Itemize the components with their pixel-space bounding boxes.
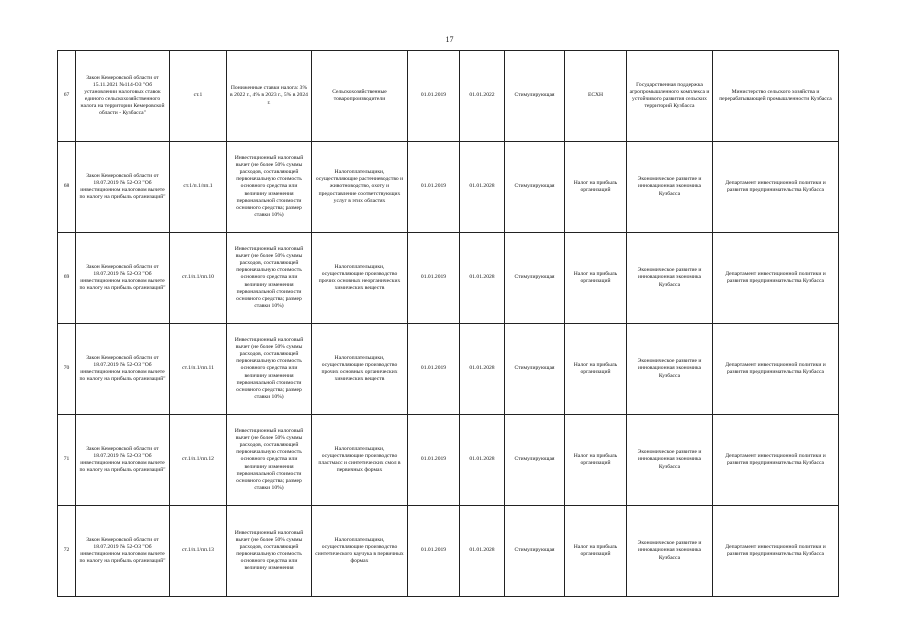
tax-name: Налог на прибыль организаций [565,324,627,415]
recipient-category: Налогоплательщики, осуществляющие производство прочих основных органических химических веществ [312,324,408,415]
article-ref: ст.1/п.1/пп.1 [170,142,227,233]
law-reference: Закон Кемеровской области от 18.07.2019 № 52-ОЗ "Об инвестиционном налоговом вычете по налогу на прибыль организаций" [76,506,170,597]
law-reference: Закон Кемеровской области от 18.07.2019 № 52-ОЗ "Об инвестиционном налоговом вычете по налогу на прибыль организаций" [76,324,170,415]
row-number: 68 [58,142,76,233]
end-date: 01.01.2028 [460,233,505,324]
curator-department: Департамент инвестиционной политики и развития предпринимательства Кузбасса [713,506,839,597]
recipient-category: Сельскохозяйственные товаропроизводители [312,51,408,142]
table-row [58,324,839,415]
state-program: Экономическое развитие и инновационная экономика Кузбасса [627,233,713,324]
end-date: 01.01.2028 [460,506,505,597]
article-ref: ст.1 [170,51,227,142]
start-date: 01.01.2019 [408,51,460,142]
recipient-category: Налогоплательщики, осуществляющие производство прочих основных неорганических химических веществ [312,233,408,324]
curator-department: Департамент инвестиционной политики и развития предпринимательства Кузбасса [713,324,839,415]
benefit-type: Стимулирующая [505,506,565,597]
tax-name: Налог на прибыль организаций [565,415,627,506]
state-program: Экономическое развитие и инновационная экономика Кузбасса [627,415,713,506]
end-date: 01.01.2028 [460,142,505,233]
row-number: 72 [58,506,76,597]
table-row [58,233,839,324]
law-reference: Закон Кемеровской области от 18.07.2019 № 52-ОЗ "Об инвестиционном налоговом вычете по налогу на прибыль организаций" [76,142,170,233]
curator-department: Департамент инвестиционной политики и развития предпринимательства Кузбасса [713,233,839,324]
tax-benefits-table [57,50,839,597]
benefit-description: Инвестиционный налоговый вычет (не более 50% суммы расходов, составляющей первоначальную стоимость основного средства или величину изменения первоначальной стоимости основного средства; размер ставки 10%) [227,324,312,415]
table-row [58,51,839,142]
state-program: Экономическое развитие и инновационная экономика Кузбасса [627,142,713,233]
benefit-type: Стимулирующая [505,324,565,415]
tax-name: Налог на прибыль организаций [565,233,627,324]
start-date: 01.01.2019 [408,233,460,324]
curator-department: Министерство сельского хозяйства и перерабатывающей промышленности Кузбасса [713,51,839,142]
law-reference: Закон Кемеровской области от 18.07.2019 № 52-ОЗ "Об инвестиционном налоговом вычете по налогу на прибыль организаций" [76,233,170,324]
tax-name: Налог на прибыль организаций [565,506,627,597]
law-reference: Закон Кемеровской области от 18.07.2019 № 52-ОЗ "Об инвестиционном налоговом вычете по налогу на прибыль организаций" [76,415,170,506]
state-program: Экономическое развитие и инновационная экономика Кузбасса [627,506,713,597]
end-date: 01.01.2028 [460,415,505,506]
end-date: 01.01.2028 [460,324,505,415]
article-ref: ст.1/п.1/пп.11 [170,324,227,415]
table-row [58,142,839,233]
article-ref: ст.1/п.1/пп.13 [170,506,227,597]
row-number: 71 [58,415,76,506]
curator-department: Департамент инвестиционной политики и развития предпринимательства Кузбасса [713,415,839,506]
benefit-description: Инвестиционный налоговый вычет (не более 50% суммы расходов, составляющей первоначальную стоимость основного средства или величину изменения [227,506,312,597]
tax-name: ЕСХН [565,51,627,142]
start-date: 01.01.2019 [408,415,460,506]
start-date: 01.01.2019 [408,142,460,233]
benefit-type: Стимулирующая [505,415,565,506]
benefit-description: Инвестиционный налоговый вычет (не более 50% суммы расходов, составляющей первоначальную стоимость основного средства или величину изменения первоначальной стоимости основного средства; размер ставки 10%) [227,415,312,506]
state-program: Экономическое развитие и инновационная экономика Кузбасса [627,324,713,415]
recipient-category: Налогоплательщики, осуществляющие растениеводство и животноводство, охоту и предоставление соответствующих услуг в этих областях [312,142,408,233]
article-ref: ст.1/п.1/пп.10 [170,233,227,324]
start-date: 01.01.2019 [408,324,460,415]
recipient-category: Налогоплательщики, осуществляющие производство пластмасс и синтетических смол в первичных формах [312,415,408,506]
page-number: 17 [445,35,454,44]
benefit-type: Стимулирующая [505,142,565,233]
benefit-description: Пониженные ставки налога: 3% в 2022 г., 4% в 2023 г., 5% в 2024 г. [227,51,312,142]
tax-name: Налог на прибыль организаций [565,142,627,233]
start-date: 01.01.2019 [408,506,460,597]
end-date: 01.01.2022 [460,51,505,142]
article-ref: ст.1/п.1/пп.12 [170,415,227,506]
benefit-description: Инвестиционный налоговый вычет (не более 50% суммы расходов, составляющей первоначальную стоимость основного средства или величину изменения первоначальной стоимости основного средства; размер ставки 10%) [227,142,312,233]
benefit-description: Инвестиционный налоговый вычет (не более 50% суммы расходов, составляющей первоначальную стоимость основного средства или величину изменения первоначальной стоимости основного средства; размер ставки 10%) [227,233,312,324]
curator-department: Департамент инвестиционной политики и развития предпринимательства Кузбасса [713,142,839,233]
table-row [58,415,839,506]
row-number: 67 [58,51,76,142]
table-row [58,506,839,597]
benefit-type: Стимулирующая [505,51,565,142]
state-program: Государственная поддержка агропромышленного комплекса и устойчивого развития сельских территорий Кузбасса [627,51,713,142]
recipient-category: Налогоплательщики, осуществляющие производство синтетического каучука в первичных формах [312,506,408,597]
row-number: 69 [58,233,76,324]
benefit-type: Стимулирующая [505,233,565,324]
law-reference: Закон Кемеровской области от 15.11.2021 №114-ОЗ "Об установлении налоговых ставок единого сельскохозяйственного налога на территории Кемеровской области - Кузбасса" [76,51,170,142]
row-number: 70 [58,324,76,415]
